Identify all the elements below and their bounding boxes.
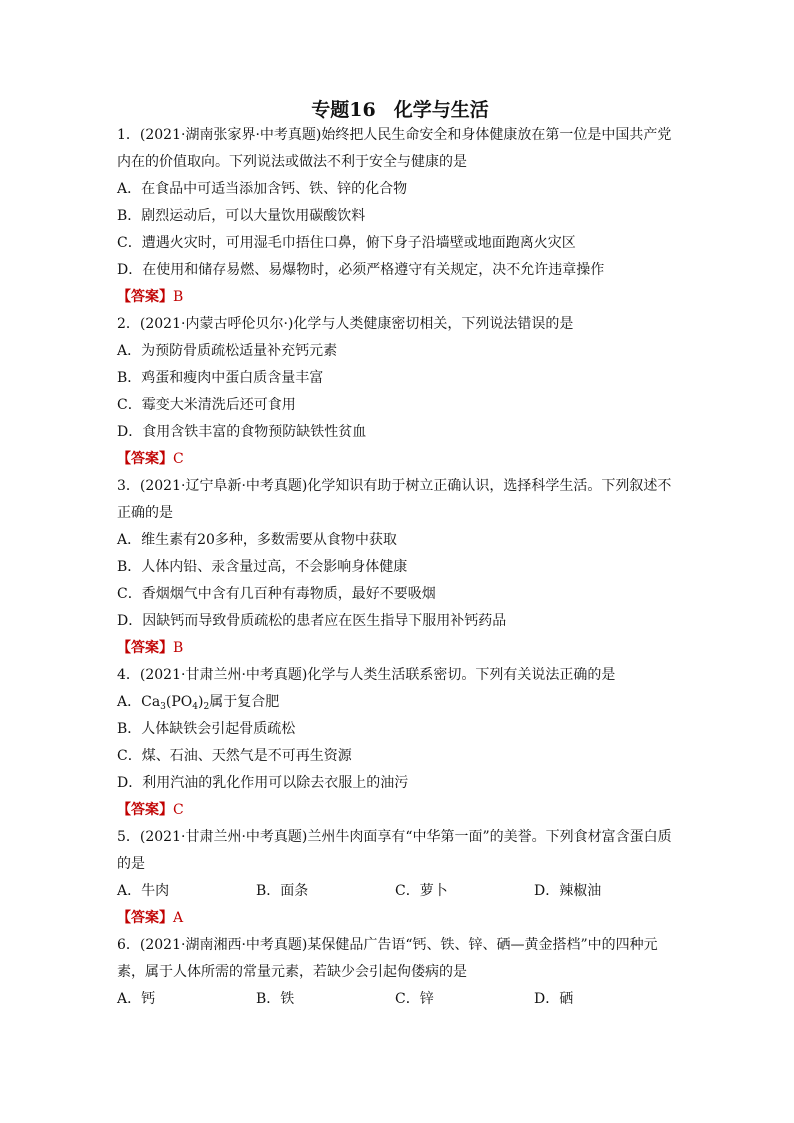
option-b: B．铁 (256, 991, 295, 1007)
question-2 (117, 311, 683, 473)
answer-value: C (173, 451, 184, 467)
option-c: C．遭遇火灾时，可用湿毛巾捂住口鼻，俯下身子沿墙壁或地面跑离火灾区 (117, 235, 576, 251)
question-stem: 5．(2021·甘肃兰州·中考真题)兰州牛肉面享有“中华第一面”的美誉。下列食材富含蛋白质的是 (117, 829, 672, 872)
answer (117, 635, 683, 662)
options-row (117, 986, 683, 1013)
option-d: D．食用含铁丰富的食物预防缺铁性贫血 (117, 424, 367, 440)
option-d: D．因缺钙而导致骨质疏松的患者应在医生指导下服用补钙药品 (117, 613, 507, 629)
option-c: C．香烟烟气中含有几百种有毒物质，最好不要吸烟 (117, 586, 436, 602)
option-b: B．剧烈运动后，可以大量饮用碳酸饮料 (117, 208, 366, 224)
option-c: C．霉变大米清洗后还可食用 (117, 397, 296, 413)
question-stem: 2．(2021·内蒙古呼伦贝尔·)化学与人类健康密切相关，下列说法错误的是 (117, 316, 574, 332)
answer (117, 284, 683, 311)
formula-close: ) (198, 694, 204, 710)
option-c: C．煤、石油、天然气是不可再生资源 (117, 748, 352, 764)
option-d: D．硒 (534, 991, 574, 1007)
option-a-suffix: 属于复合肥 (209, 694, 280, 710)
title-main: 专题16 (311, 99, 376, 121)
formula-mid: (PO (165, 694, 193, 710)
option-d: D．在使用和储存易燃、易爆物时，必须严格遵守有关规定，决不允许违章操作 (117, 262, 605, 278)
option-b: B．鸡蛋和瘦肉中蛋白质含量丰富 (117, 370, 324, 386)
subscript: 2 (203, 702, 210, 712)
option-a: A．钙 (117, 991, 156, 1007)
page-title (117, 96, 683, 124)
question-stem: 1．(2021·湖南张家界·中考真题)始终把人民生命安全和身体健康放在第一位是中国共产党内在的价值取向。下列说法或做法不利于安全与健康的是 (117, 127, 672, 170)
option-b: B．人体缺铁会引起骨质疏松 (117, 721, 296, 737)
subscript: 4 (192, 702, 198, 712)
option-a: A．维生素有20多种，多数需要从食物中获取 (117, 532, 397, 548)
answer (117, 797, 683, 824)
subscript: 3 (160, 702, 166, 712)
option-a-prefix: A．Ca (117, 694, 161, 710)
option-b: B．人体内铅、汞含量过高，不会影响身体健康 (117, 559, 408, 575)
option-a: A．在食品中可适当添加含钙、铁、锌的化合物 (117, 181, 408, 197)
question-1 (117, 122, 683, 311)
option-c: C．锌 (395, 991, 434, 1007)
option-d: D．辣椒油 (534, 883, 602, 899)
option-b: B．面条 (256, 883, 309, 899)
document-page (117, 96, 683, 1013)
option-a: A．为预防骨质疏松适量补充钙元素 (117, 343, 338, 359)
answer-label: 【答案】 (117, 640, 173, 656)
question-6 (117, 932, 683, 1013)
option-d: D．利用汽油的乳化作用可以除去衣服上的油污 (117, 775, 409, 791)
answer-label: 【答案】 (117, 451, 173, 467)
question-4 (117, 662, 683, 824)
answer-value: C (173, 802, 184, 818)
option-c: C．萝卜 (395, 883, 448, 899)
question-3 (117, 473, 683, 662)
option-a: A．牛肉 (117, 883, 170, 899)
title-sub: 化学与生活 (393, 99, 489, 121)
answer-value: A (173, 910, 184, 926)
answer-label: 【答案】 (117, 910, 173, 926)
question-5 (117, 824, 683, 932)
option-a (117, 689, 683, 716)
answer (117, 446, 683, 473)
question-stem: 6．(2021·湖南湘西·中考真题)某保健品广告语“钙、铁、锌、硒—黄金搭档”中的四种元素，属于人体所需的常量元素，若缺少会引起佝偻病的是 (117, 937, 658, 980)
answer-value: B (173, 640, 184, 656)
question-stem: 4．(2021·甘肃兰州·中考真题)化学与人类生活联系密切。下列有关说法正确的是 (117, 667, 616, 683)
question-stem: 3．(2021·辽宁阜新·中考真题)化学知识有助于树立正确认识，选择科学生活。下列叙述不正确的是 (117, 478, 672, 521)
answer-value: B (173, 289, 184, 305)
answer-label: 【答案】 (117, 289, 173, 305)
answer (117, 905, 683, 932)
answer-label: 【答案】 (117, 802, 173, 818)
options-row (117, 878, 683, 905)
